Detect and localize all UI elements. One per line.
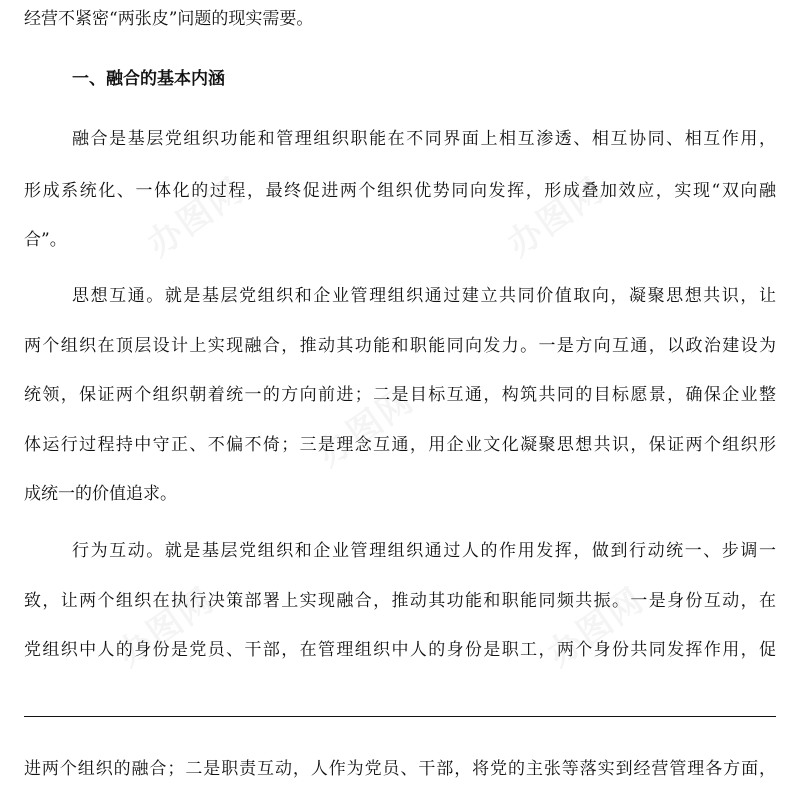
paragraph-line: 形成系统化、一体化的过程，最终促进两个组织优势同向发挥，形成叠加效应，实现“双向融 [24,181,776,201]
paragraph-line: 融合是基层党组织功能和管理组织职能在不同界面上相互渗透、相互协同、相互作用， [72,129,776,149]
paragraph-line: 成统一的价值追求。 [24,484,177,504]
section-heading: 一、融合的基本内涵 [72,69,225,89]
paragraph-line: 统领，保证两个组织朝着统一的方向前进；二是目标互通，构筑共同的目标愿景，确保企业整 [24,385,776,405]
paragraph-line: 体运行过程持中守正、不偏不倚；三是理念互通，用企业文化凝聚思想共识，保证两个组织形 [24,435,776,455]
watermark: 办图网 [540,580,652,675]
paragraph-line: 思想互通。就是基层党组织和企业管理组织通过建立共同价值取向，凝聚思想共识，让 [72,286,776,306]
paragraph-line: 党组织中人的身份是党员、干部，在管理组织中人的身份是职工，两个身份共同发挥作用，促 [24,640,776,660]
watermark: 办图网 [140,170,252,265]
watermark: 办图网 [500,170,612,265]
paragraph-line: 经营不紧密“两张皮”问题的现实需要。 [24,9,314,29]
watermark: 办图网 [310,380,422,475]
paragraph-line: 合”。 [24,230,67,250]
paragraph-line: 进两个组织的融合；二是职责互动，人作为党员、干部，将党的主张等落实到经营管理各方面， [24,759,776,779]
paragraph-line: 致，让两个组织在执行决策部署上实现融合，推动其功能和职能同频共振。一是身份互动，在 [24,591,776,611]
watermark: 办图网 [110,580,222,675]
paragraph-line: 行为互动。就是基层党组织和企业管理组织通过人的作用发挥，做到行动统一、步调一 [72,541,776,561]
page-divider [24,716,776,717]
paragraph-line: 两个组织在顶层设计上实现融合，推动其功能和职能同向发力。一是方向互通，以政治建设为 [24,336,776,356]
